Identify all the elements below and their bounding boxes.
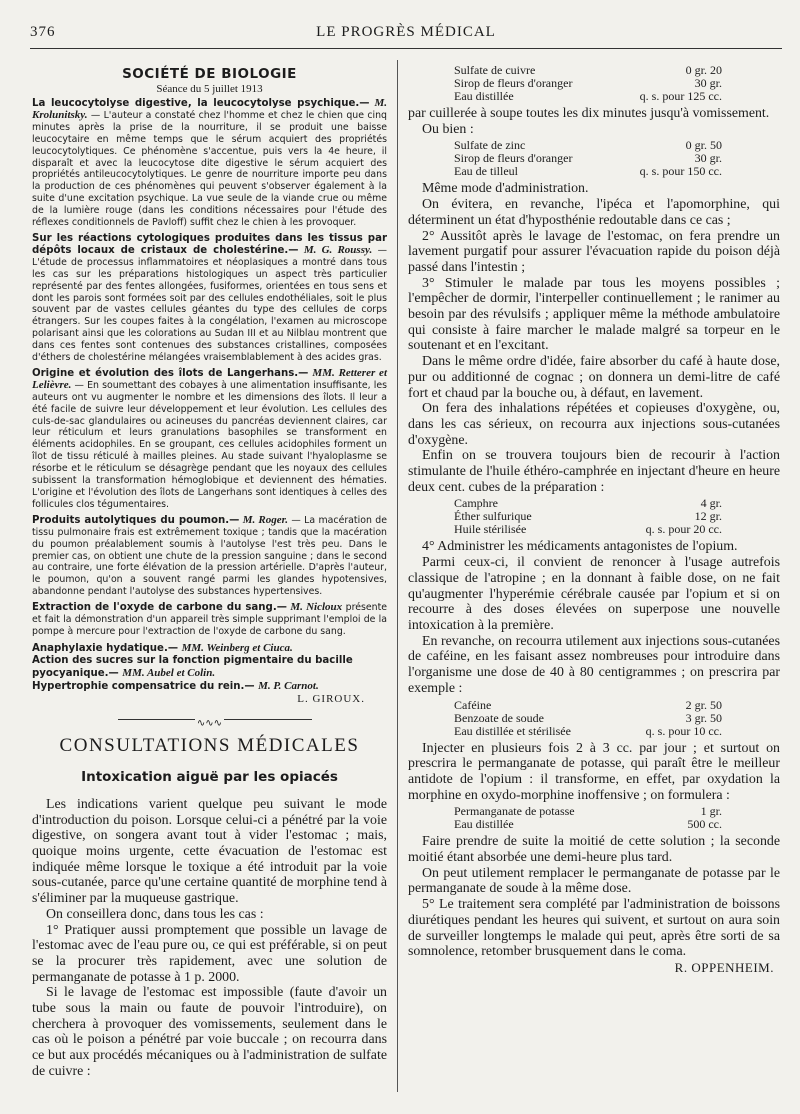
ingredient-name: Permanganate de potasse	[454, 804, 575, 819]
abstract-author: MM. Retterer et Lelièvre.	[32, 366, 387, 391]
society-signature: L. GIROUX.	[297, 692, 365, 705]
abstract-item	[32, 368, 387, 511]
ingredient-amount: 3 gr. 50	[685, 710, 722, 725]
ingredient-amount: 500 cc.	[687, 817, 722, 832]
ingredient-amount: 1 gr.	[700, 804, 722, 819]
abstract-text: — En soumettant des cobayes à une alimentation insuffisante, les auteurs ont vu augmenter le nombre et les dimensions des îlots. Il leur a été facile de suivre leur développement et leur évolution. Les cellules des culs-de-sac glandulaires ou acineuses du pancréas deviennent claires, car leur réticulum et leurs granulations basophiles se transforment en éléments acidophiles. En se groupant, ces cellules acidophiles forment un îlot de tissu réticulé à mailles pleines. Au stade suivant l'hyaloplasme se résorbe et le réticulum se désagrège pendant que les noyaux des cellules subissent la transformation hémoglobique et deviennent des hématies. L'origine et l'évolution des îlots de Langerhans sont identiques à celles des follicules clos tégumentaires.	[32, 379, 387, 510]
abstract-text: — L'auteur a constaté chez l'homme et chez le chien que cinq minutes après la prise de la nourriture, il se produit une baisse leucocytaire en même temps que le sérum acquiert des propriétés leucocytolytiques. Ce phénomène s'accentue, puis vers la 4e heure, il disparaît et avec la leucocytose dite digestive le sérum acquiert des propriétés antileucocytolytiques. Le genre de nourriture importe peu dans la production de ces phénomènes qui peuvent s'observer également à la suite d'une excitation psychique. La vue seule de la viande crue ou même de la lumière rouge (dans les conditions nécessaires pour l'étude des réflexes conditionnels de Pavloff) suffit chez le chien à les provoquer.	[32, 109, 387, 229]
ingredient-name: Éther sulfurique	[454, 509, 532, 524]
short-abstract: Action des sucres sur la fonction pigmentaire du bacille pyocyanique.— MM. Aubel et Colin.	[32, 654, 353, 679]
paragraph: On évitera, en revanche, l'ipéca et l'apomorphine, qui déterminent un état d'hyposthénie redoutable dans ce cas ;	[408, 197, 780, 228]
abstract-text: — La macération de tissu pulmonaire frais est extrêmement toxique ; tandis que la macération du poumon préalablement soumis à l'autolyse l'est très peu. Dans le premier cas, on obtient une chute de la pression sanguine ; dans le second au contraire, une forte élévation de la pression artérielle. D'après l'auteur, le poumon, qu'on a souvent rangé parmi les glandes hypotensives, abandonne pendant l'autolyse des substances hypertensives.	[32, 514, 387, 598]
paragraph: Faire prendre de suite la moitié de cette solution ; la seconde moitié étant absorbée une demi-heure plus tard.	[408, 834, 780, 866]
article-signature: R. OPPENHEIM.	[674, 959, 774, 975]
ingredient-amount: 0 gr. 50	[685, 138, 722, 153]
abstract-title: Produits autolytiques du poumon.—	[32, 514, 240, 526]
journal-title: LE PROGRÈS MÉDICAL	[316, 24, 496, 40]
paragraph: Parmi ceux-ci, il convient de renoncer à l'usage autrefois classique de l'atropine ; en la donnant à faible dose, on ne fait qu'augmenter l'hyperémie cérébrale causée par l'opium et si on recourre à des doses élevées on superpose une nouvelle intoxication à la première.	[408, 555, 780, 633]
ingredient-name: Benzoate de soude	[454, 710, 544, 725]
paragraph: Enfin on se trouvera toujours bien de recourir à l'action stimulante de l'huile éthéro-camphrée en injectant d'heure en heure deux cent. cubes de la préparation :	[408, 448, 780, 495]
abstract-title: Sur les réactions cytologiques produites dans les tissus par dépôts locaux de cristaux de cholestérine.—	[32, 232, 387, 256]
section-title: CONSULTATIONS MÉDICALES	[59, 734, 360, 756]
prescription	[408, 497, 780, 536]
short-abstract: Anaphylaxie hydatique.— MM. Weinberg et Ciuca.	[32, 641, 293, 654]
ingredient-amount: 4 gr.	[700, 496, 722, 511]
abstract-title: Extraction de l'oxyde de carbone du sang.—	[32, 602, 287, 614]
paragraph: Dans le même ordre d'idée, faire absorber du café à haute dose, pur ou additionné de cognac ; on donnera un demi-litre de café fort et chaud par la bouche ou, à défaut, en lavement.	[408, 354, 780, 401]
society-title: SOCIÉTÉ DE BIOLOGIE	[122, 66, 297, 82]
section-separator: ∿∿∿	[32, 713, 387, 725]
ingredient-name: Eau distillée	[454, 89, 514, 103]
paragraph: 1° Pratiquer aussi promptement que possible un lavage de l'estomac avec de l'eau pure ou, ce qui est préférable, si on peut se la procurer très rapidement, avec une solution de permanganate de potasse à 1 p. 2000.	[32, 922, 387, 985]
right-column	[408, 62, 780, 976]
abstract-item	[32, 98, 387, 229]
abstract-author: M. Krolunitsky.	[32, 97, 387, 121]
ingredient-name: Eau distillée	[454, 817, 514, 832]
abstract-title: Origine et évolution des îlots de Langerhans.—	[32, 367, 309, 379]
article-title: Intoxication aiguë par les opiacés	[81, 768, 338, 785]
paragraph: 5° Le traitement sera complété par l'administration de boissons diurétiques pendant les heures qui suivent, et surtout on aura soin de surveiller longtemps le malade qui peut, après être sorti de sa somnolence, retomber brusquement dans le coma.	[408, 897, 780, 960]
abstract-text: — L'étude de processus inflammatoires et néoplasiques a montré dans tous les cas sur les préparations histologiques un aspect très particulier représenté par des fentes allongées, fusiformes, orientées en tous sens et dont les parois sont formées soit par des cellules endothéliales, soit le plus souvent par de vastes cellules géantes du type des cellules de corps étrangers. Sur les coupes faites à la congélation, l'examen au microscope polarisant ainsi que les colorations au Sudan III et au Nilblau montrent que dans ces fentes sont contenues des substances cristallines, composées d'éthers de cholestérine mélangées vraisemblablement à des acides gras.	[32, 244, 387, 364]
paragraph: On peut utilement remplacer le permanganate de potasse par le permanganate de soude à la même dose.	[408, 865, 780, 897]
abstract-author: M. G. Roussy.	[303, 243, 373, 256]
ingredient-amount: 12 gr.	[694, 509, 722, 524]
short-abstract: Hypertrophie compensatrice du rein.— M. P. Carnot.	[32, 679, 319, 692]
paragraph: On conseillera donc, dans tous les cas :	[46, 906, 264, 922]
ingredient-name: Camphre	[454, 496, 498, 511]
prescription	[408, 699, 780, 738]
ingredient-name: Sulfate de zinc	[454, 138, 526, 153]
prescription	[408, 64, 780, 103]
ingredient-amount: 0 gr. 20	[685, 63, 722, 77]
paragraph: 2° Aussitôt après le lavage de l'estomac, on fera prendre un lavement purgatif pour assurer l'évacuation rapide du poison déjà passé dans l'intestin ;	[408, 228, 780, 275]
ingredient-amount: 30 gr.	[694, 151, 722, 166]
ingredient-amount: q. s. pour 125 cc.	[639, 89, 722, 103]
paragraph: Même mode d'administration.	[422, 181, 589, 197]
paragraph: Ou bien :	[422, 121, 474, 137]
abstract-item	[32, 515, 387, 598]
ingredient-name: Sirop de fleurs d'oranger	[454, 76, 573, 90]
prescription	[408, 805, 780, 831]
ingredient-name: Eau de tilleul	[454, 164, 518, 179]
abstract-text: présente et fait la démonstration d'un appareil très simple supprimant l'emploi de la pompe à mercure pour l'extraction de l'oxyde de carbone du sang.	[32, 602, 388, 637]
paragraph: Si le lavage de l'estomac est impossible (faute d'avoir un tube sous la main ou faute de pouvoir l'introduire), on cherchera à provoquer des vomissements, seulement dans le cas où le poison a pénétré par voie buccale ; on recourra dans ce but aux procédés mécaniques ou à l'administration de sulfate de cuivre :	[32, 985, 387, 1079]
page-header	[30, 24, 782, 46]
ingredient-amount: 2 gr. 50	[685, 697, 722, 712]
abstract-item	[32, 233, 387, 364]
paragraph: Les indications varient quelque peu suivant le mode d'introduction du poison. Lorsque celui-ci a pénétré par la voie digestive, on songera avant tout à vider l'estomac ; mais, quoique moins urgente, cette évacuation de l'estomac est indiquée même lorsque le toxique a été introduit par la voie sous-cutanée, parce qu'une certaine quantité de morphine tend à s'éliminer par la muqueuse gastrique.	[32, 796, 387, 907]
ingredient-name: Eau distillée et stérilisée	[454, 723, 571, 738]
ingredient-amount: 30 gr.	[694, 76, 722, 90]
ingredient-name: Caféine	[454, 697, 492, 712]
paragraph: Injecter en plusieurs fois 2 à 3 cc. par jour ; et surtout on prescrira le permanganate de potasse, qui paraît être le meilleur antidote de l'opium : il transforme, en effet, par oxydation la morphine en oxydo-morphine inoffensive ; on formulera :	[408, 740, 780, 803]
ingredient-amount: q. s. pour 20 cc.	[645, 522, 722, 537]
abstract-item	[32, 602, 387, 638]
paragraph: 4° Administrer les médicaments antagonistes de l'opium.	[422, 539, 738, 555]
left-column	[32, 62, 387, 1080]
ingredient-name: Sulfate de cuivre	[454, 63, 536, 77]
ingredient-name: Huile stérilisée	[454, 522, 527, 537]
column-divider	[397, 60, 398, 1092]
paragraph: par cuillerée à soupe toutes les dix minutes jusqu'à vomissement.	[408, 106, 770, 121]
abstract-title: La leucocytolyse digestive, la leucocytolyse psychique.—	[32, 98, 370, 109]
header-rule	[30, 48, 782, 49]
ingredient-amount: q. s. pour 10 cc.	[645, 723, 722, 738]
ingredient-name: Sirop de fleurs d'oranger	[454, 151, 573, 166]
page-number: 376	[30, 24, 56, 40]
prescription	[408, 139, 780, 178]
paragraph: En revanche, on recourra utilement aux injections sous-cutanées de caféine, en les faisant assez nombreuses pour introduire dans l'organisme une dose de 40 à 80 centigrammes ; on prescrira par exemple :	[408, 633, 780, 696]
abstract-author: M. Nicloux	[290, 601, 343, 614]
paragraph: 3° Stimuler le malade par tous les moyens possibles ; l'empêcher de dormir, l'interpeller continuellement ; le ranimer au besoin par des révulsifs ; appliquer même la méthode ambulatoire qui consiste à faire marcher le malade malgré sa torpeur en le soutenant et en l'excitant.	[408, 275, 780, 354]
ingredient-amount: q. s. pour 150 cc.	[639, 164, 722, 179]
session-date: Séance du 5 juillet 1913	[156, 83, 263, 95]
paragraph: On fera des inhalations répétées et copieuses d'oxygène, ou, dans les cas sérieux, on recourra aux injections sous-cutanées d'oxygène.	[408, 401, 780, 448]
abstract-author: M. Roger.	[242, 513, 289, 526]
